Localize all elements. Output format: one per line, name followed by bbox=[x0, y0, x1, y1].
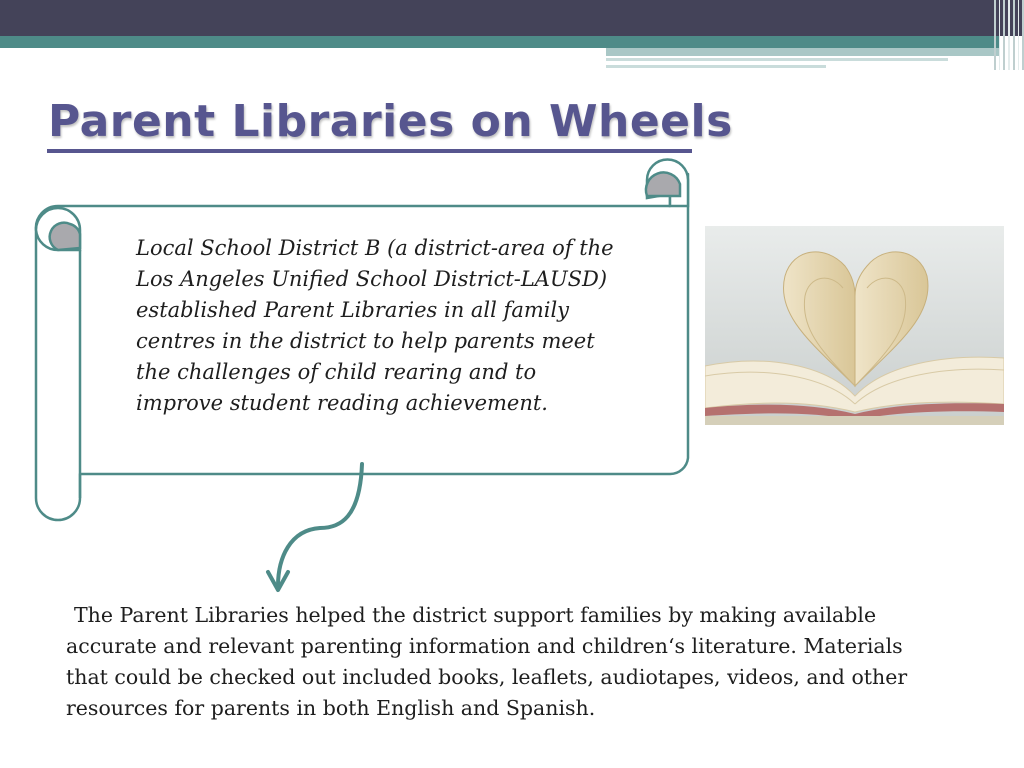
header-line bbox=[606, 65, 826, 68]
header-light-band bbox=[606, 48, 1000, 56]
header-stripes bbox=[994, 0, 1024, 70]
open-book-heart-icon bbox=[705, 226, 1004, 425]
title-underline bbox=[47, 149, 692, 153]
scroll-curl-left bbox=[36, 208, 80, 250]
header-band bbox=[0, 0, 1024, 36]
book-heart-photo bbox=[705, 226, 1004, 425]
header-teal-band bbox=[0, 36, 1000, 48]
body-text: The Parent Libraries helped the district support families by making available accurate and relevant parenting information and children‘s literature. Materials that could be checked out included books, leaflets, audiotapes, videos, and other resources for parents in both English and Spanish. bbox=[66, 603, 908, 720]
slide-title: Parent Libraries on Wheels bbox=[48, 96, 733, 147]
connector-arrow bbox=[278, 464, 362, 586]
header-line bbox=[606, 58, 948, 61]
scroll-curl-top bbox=[646, 160, 688, 207]
scroll-text: Local School District B (a district-area of the Los Angeles Unified School District-LAUSD) established Parent Libraries in all family centres in the district to help parents meet the challenges of child rearing and to improve student reading achievement. bbox=[136, 236, 614, 415]
body-paragraph bbox=[66, 600, 946, 724]
